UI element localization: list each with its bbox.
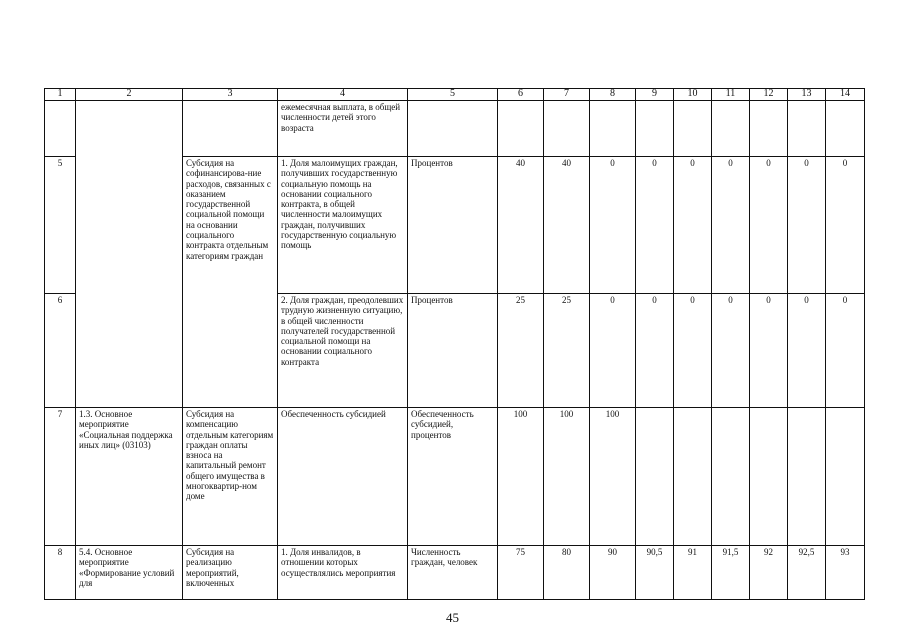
value-cell xyxy=(636,408,674,546)
value-cell: 0 xyxy=(636,294,674,408)
value-cell xyxy=(826,101,865,157)
value-cell: 90 xyxy=(590,546,636,600)
column-header: 6 xyxy=(498,89,544,101)
event-cell: Субсидия на компенсацию отдельным категориям граждан оплаты взноса на капитальный ремонт общего имущества в многоквартир-ном доме xyxy=(183,408,278,546)
indicator-cell: ежемесячная выплата, в общей численности детей этого возраста xyxy=(278,101,408,157)
indicator-cell: 1. Доля малоимущих граждан, получивших государственную социальную помощь на основании социального контракта, в общей численности малоимущих граждан, получивших государственную социальную помощь xyxy=(278,157,408,294)
column-header: 8 xyxy=(590,89,636,101)
column-header: 1 xyxy=(45,89,76,101)
value-cell: 0 xyxy=(712,294,750,408)
value-cell: 0 xyxy=(750,157,788,294)
value-cell xyxy=(498,101,544,157)
value-cell: 92,5 xyxy=(788,546,826,600)
column-header: 4 xyxy=(278,89,408,101)
row-number-cell: 6 xyxy=(45,294,76,408)
unit-cell: Обеспеченность субсидией, процентов xyxy=(408,408,498,546)
row-number-cell: 8 xyxy=(45,546,76,600)
value-cell xyxy=(712,101,750,157)
column-header: 5 xyxy=(408,89,498,101)
value-cell: 40 xyxy=(498,157,544,294)
column-header: 12 xyxy=(750,89,788,101)
column-header: 7 xyxy=(544,89,590,101)
value-cell xyxy=(788,408,826,546)
value-cell: 100 xyxy=(544,408,590,546)
value-cell: 80 xyxy=(544,546,590,600)
column-header: 11 xyxy=(712,89,750,101)
table-row-continuation xyxy=(45,101,865,157)
value-cell: 0 xyxy=(590,294,636,408)
value-cell: 91 xyxy=(674,546,712,600)
value-cell: 0 xyxy=(826,157,865,294)
value-cell xyxy=(636,101,674,157)
value-cell: 0 xyxy=(712,157,750,294)
column-header: 2 xyxy=(76,89,183,101)
value-cell: 0 xyxy=(826,294,865,408)
event-cell xyxy=(183,101,278,157)
value-cell: 93 xyxy=(826,546,865,600)
table-row xyxy=(45,408,865,546)
column-header: 9 xyxy=(636,89,674,101)
unit-cell xyxy=(408,101,498,157)
value-cell: 90,5 xyxy=(636,546,674,600)
value-cell: 25 xyxy=(498,294,544,408)
column-header: 14 xyxy=(826,89,865,101)
value-cell: 91,5 xyxy=(712,546,750,600)
indicator-cell: 1. Доля инвалидов, в отношении которых осуществлялись мероприятия xyxy=(278,546,408,600)
row-number-cell xyxy=(45,101,76,157)
value-cell: 100 xyxy=(498,408,544,546)
value-cell: 0 xyxy=(636,157,674,294)
unit-cell: Процентов xyxy=(408,157,498,294)
value-cell: 0 xyxy=(674,294,712,408)
column-header: 10 xyxy=(674,89,712,101)
program-cell: 5.4. Основное мероприятие «Формирование условий для xyxy=(76,546,183,600)
column-header: 3 xyxy=(183,89,278,101)
indicators-table xyxy=(44,88,865,600)
event-cell: Субсидия на реализацию мероприятий, включенных xyxy=(183,546,278,600)
value-cell xyxy=(590,101,636,157)
event-cell: Субсидия на софинансирова-ние расходов, связанных с оказанием государственной социальной помощи на основании социального контракта отдельным категориям граждан xyxy=(183,157,278,408)
row-number-cell: 7 xyxy=(45,408,76,546)
value-cell xyxy=(674,408,712,546)
value-cell xyxy=(750,101,788,157)
page-number: 45 xyxy=(446,610,459,625)
value-cell: 0 xyxy=(788,294,826,408)
value-cell xyxy=(544,101,590,157)
value-cell: 0 xyxy=(750,294,788,408)
value-cell: 40 xyxy=(544,157,590,294)
value-cell xyxy=(788,101,826,157)
value-cell xyxy=(750,408,788,546)
column-header: 13 xyxy=(788,89,826,101)
value-cell: 0 xyxy=(674,157,712,294)
indicator-cell: 2. Доля граждан, преодолевших трудную жизненную ситуацию, в общей численности получателей государственной социальной помощи на основании социального контракта xyxy=(278,294,408,408)
value-cell xyxy=(712,408,750,546)
value-cell: 25 xyxy=(544,294,590,408)
value-cell: 0 xyxy=(788,157,826,294)
header-row xyxy=(45,89,865,101)
value-cell: 75 xyxy=(498,546,544,600)
value-cell: 0 xyxy=(590,157,636,294)
indicator-cell: Обеспеченность субсидией xyxy=(278,408,408,546)
value-cell xyxy=(826,408,865,546)
unit-cell: Численность граждан, человек xyxy=(408,546,498,600)
value-cell: 92 xyxy=(750,546,788,600)
program-cell: 1.3. Основное мероприятие «Социальная поддержка иных лиц» (03103) xyxy=(76,408,183,546)
value-cell: 100 xyxy=(590,408,636,546)
unit-cell: Процентов xyxy=(408,294,498,408)
table-row xyxy=(45,546,865,600)
row-number-cell: 5 xyxy=(45,157,76,294)
program-cell xyxy=(76,101,183,408)
value-cell xyxy=(674,101,712,157)
